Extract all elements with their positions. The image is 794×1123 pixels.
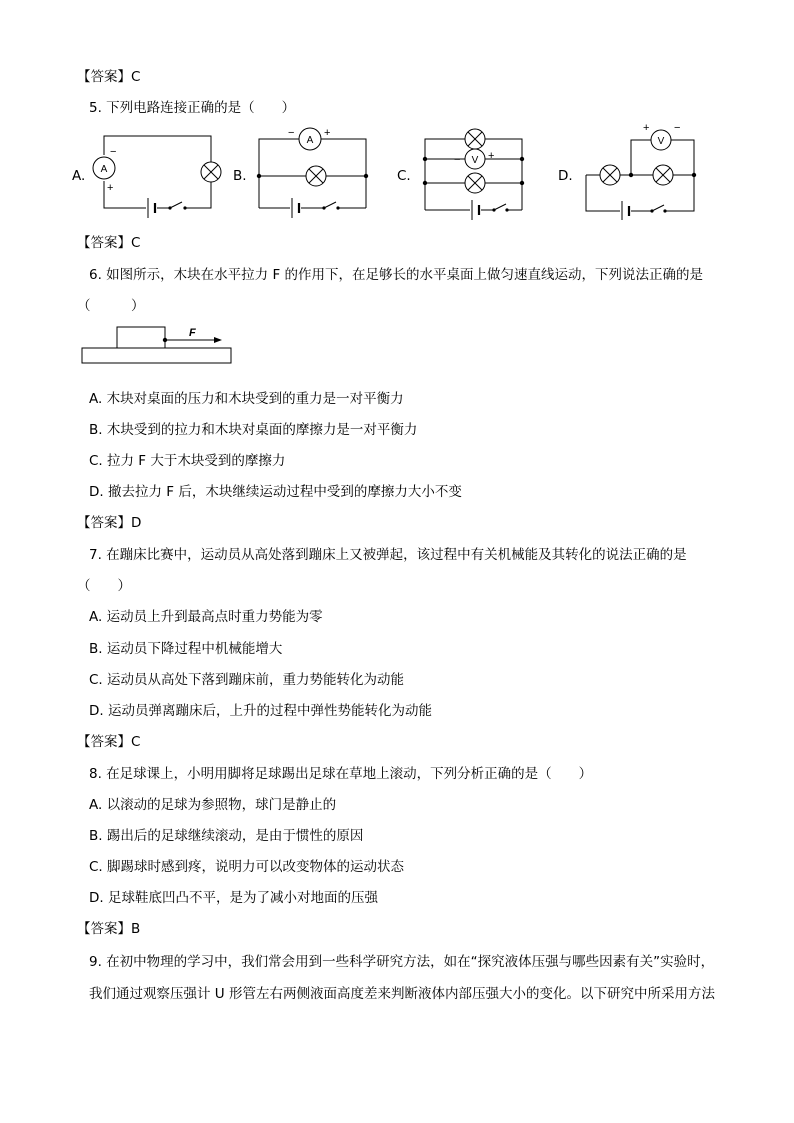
answer-7: 【答案】C xyxy=(77,734,141,750)
question-6-option-c: C. 拉力 F 大于木块受到的摩擦力 xyxy=(89,453,286,469)
switch-icon xyxy=(652,205,664,211)
question-7-option-a: A. 运动员上升到最高点时重力势能为零 xyxy=(89,609,323,625)
question-8-option-d: D. 足球鞋底凹凸不平，是为了减小对地面的压强 xyxy=(89,890,378,906)
question-6-option-b: B. 木块受到的拉力和木块对桌面的摩擦力是一对平衡力 xyxy=(89,422,418,438)
question-7-option-c: C. 运动员从高处下落到蹦床前，重力势能转化为动能 xyxy=(89,672,405,688)
meter-plus-sign: + xyxy=(488,150,495,162)
ammeter-label: A xyxy=(306,135,314,146)
question-5-stem: 5. 下列电路连接正确的是（ ） xyxy=(89,100,296,116)
question-7-paren: （ ） xyxy=(77,578,131,594)
meter-plus-sign: + xyxy=(324,127,331,139)
question-7-stem: 7. 在蹦床比赛中，运动员从高处落到蹦床上又被弹起，该过程中有关机械能及其转化的说法正确的是 xyxy=(89,547,687,563)
voltmeter-label: V xyxy=(657,136,665,147)
question-8-option-b: B. 踢出后的足球继续滚动，是由于惯性的原因 xyxy=(89,828,364,844)
answer-4: 【答案】C xyxy=(77,69,141,85)
wooden-block xyxy=(117,327,165,348)
question-8-option-a: A. 以滚动的足球为参照物，球门是静止的 xyxy=(89,797,337,813)
meter-plus-sign: + xyxy=(643,122,650,134)
circuit-diagram-c xyxy=(418,126,530,222)
answer-6: 【答案】D xyxy=(77,515,142,531)
meter-minus-sign: − xyxy=(110,146,117,158)
question-8-option-c: C. 脚踢球时感到疼，说明力可以改变物体的运动状态 xyxy=(89,859,405,875)
switch-icon xyxy=(324,202,336,208)
q5-option-a-label: A. xyxy=(72,168,86,184)
question-6-stem: 6. 如图所示，木块在水平拉力 F 的作用下，在足够长的水平桌面上做匀速直线运动，下列说法正确的是 xyxy=(89,267,704,283)
question-6-option-d: D. 撤去拉力 F 后，木块继续运动过程中受到的摩擦力大小不变 xyxy=(89,484,462,500)
ammeter-label: A xyxy=(100,164,108,175)
circuit-diagram-a xyxy=(90,128,225,220)
q5-option-c-label: C. xyxy=(397,168,411,184)
circuit-diagram-b xyxy=(250,124,375,220)
meter-plus-sign: + xyxy=(107,182,114,194)
q5-option-b-label: B. xyxy=(233,168,247,184)
q5-option-d-label: D. xyxy=(558,168,573,184)
switch-icon xyxy=(494,204,506,210)
question-7-option-b: B. 运动员下降过程中机械能增大 xyxy=(89,641,283,657)
question-7-option-d: D. 运动员弹离蹦床后，上升的过程中弹性势能转化为动能 xyxy=(89,703,432,719)
answer-8: 【答案】B xyxy=(77,921,141,937)
question-9-line-1: 9. 在初中物理的学习中，我们常会用到一些科学研究方法，如在“探究液体压强与哪些因素有关”实验时， xyxy=(89,954,715,970)
voltmeter-label: V xyxy=(471,155,479,166)
switch-icon xyxy=(170,202,182,208)
question-8-stem: 8. 在足球课上，小明用脚将足球踢出足球在草地上滚动，下列分析正确的是（ ） xyxy=(89,766,593,782)
table-surface xyxy=(82,348,231,363)
circuit-diagram-d xyxy=(580,118,705,220)
block-on-table-diagram xyxy=(80,322,235,368)
question-6-paren: （ ） xyxy=(77,298,145,314)
question-6-option-a: A. 木块对桌面的压力和木块受到的重力是一对平衡力 xyxy=(89,391,404,407)
question-9-line-2: 我们通过观察压强计 U 形管左右两侧液面高度差来判断液体内部压强大小的变化。以下研究中所采用方法 xyxy=(89,986,715,1002)
meter-minus-sign: − xyxy=(674,122,681,134)
force-label: F xyxy=(189,327,196,339)
meter-minus-sign: − xyxy=(454,154,461,166)
meter-minus-sign: − xyxy=(288,127,295,139)
answer-5: 【答案】C xyxy=(77,235,141,251)
